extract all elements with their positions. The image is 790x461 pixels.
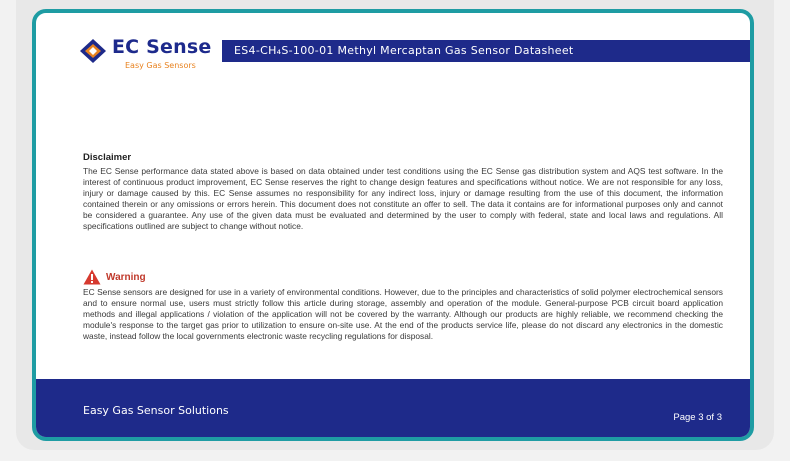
ec-sense-logo <box>80 38 210 78</box>
logo-diamond-icon <box>80 38 110 64</box>
footer-bar <box>36 379 750 437</box>
warning-heading: Warning <box>106 271 146 283</box>
warning-text: EC Sense sensors are designed for use in a variety of environmental conditions. However, due to the principles and characteristics of solid polymer electrochemical sensors and to ensure normal use, users must strictly follow this article during storage, assembly and operation of the module. General-purpose PCB circuit board application methods and illegal applications / violation of the application will not be covered by the warranty. Although our products are highly reliable, we recommend checking the module's response to the target gas prior to utilization to ensure on-site use. At the end of the products service life, please do not discard any electronics in the domestic waste, instead follow the local governments electronic waste recycling regulations for disposal. <box>83 287 723 341</box>
logo-tagline: Easy Gas Sensors <box>125 61 196 70</box>
warning-section <box>83 269 723 342</box>
document-title: ES4-CH₄S-100-01 Methyl Mercaptan Gas Sensor Datasheet <box>234 44 574 57</box>
warning-triangle-icon <box>83 269 101 285</box>
warning-header <box>83 269 723 285</box>
page-number: Page 3 of 3 <box>673 412 722 423</box>
logo-name: EC Sense <box>112 36 212 58</box>
disclaimer-section <box>83 152 723 231</box>
disclaimer-heading: Disclaimer <box>83 152 132 163</box>
disclaimer-text: The EC Sense performance data stated above is based on data obtained under test conditions using the EC Sense gas distribution system and AQS test software. In the interest of continuous product improvement, EC Sense reserves the right to change design features and specifications without notice. We are not responsible for any loss, injury or damage caused by this. EC Sense assumes no responsibility for any indirect loss, injury or damage resulting from the use of this document, the information contained therein or any omissions or errors herein. This document does not constitute an offer to sell. The data it contains are for informational purposes only and cannot be considered a guarantee. Any use of the given data must be evaluated and determined by the user to comply with federal, state and local laws and regulations. All specifications outlined are subject to change without notice. <box>83 166 723 231</box>
title-bar <box>222 40 750 62</box>
footer-tagline: Easy Gas Sensor Solutions <box>83 404 229 417</box>
datasheet-page <box>32 9 754 441</box>
